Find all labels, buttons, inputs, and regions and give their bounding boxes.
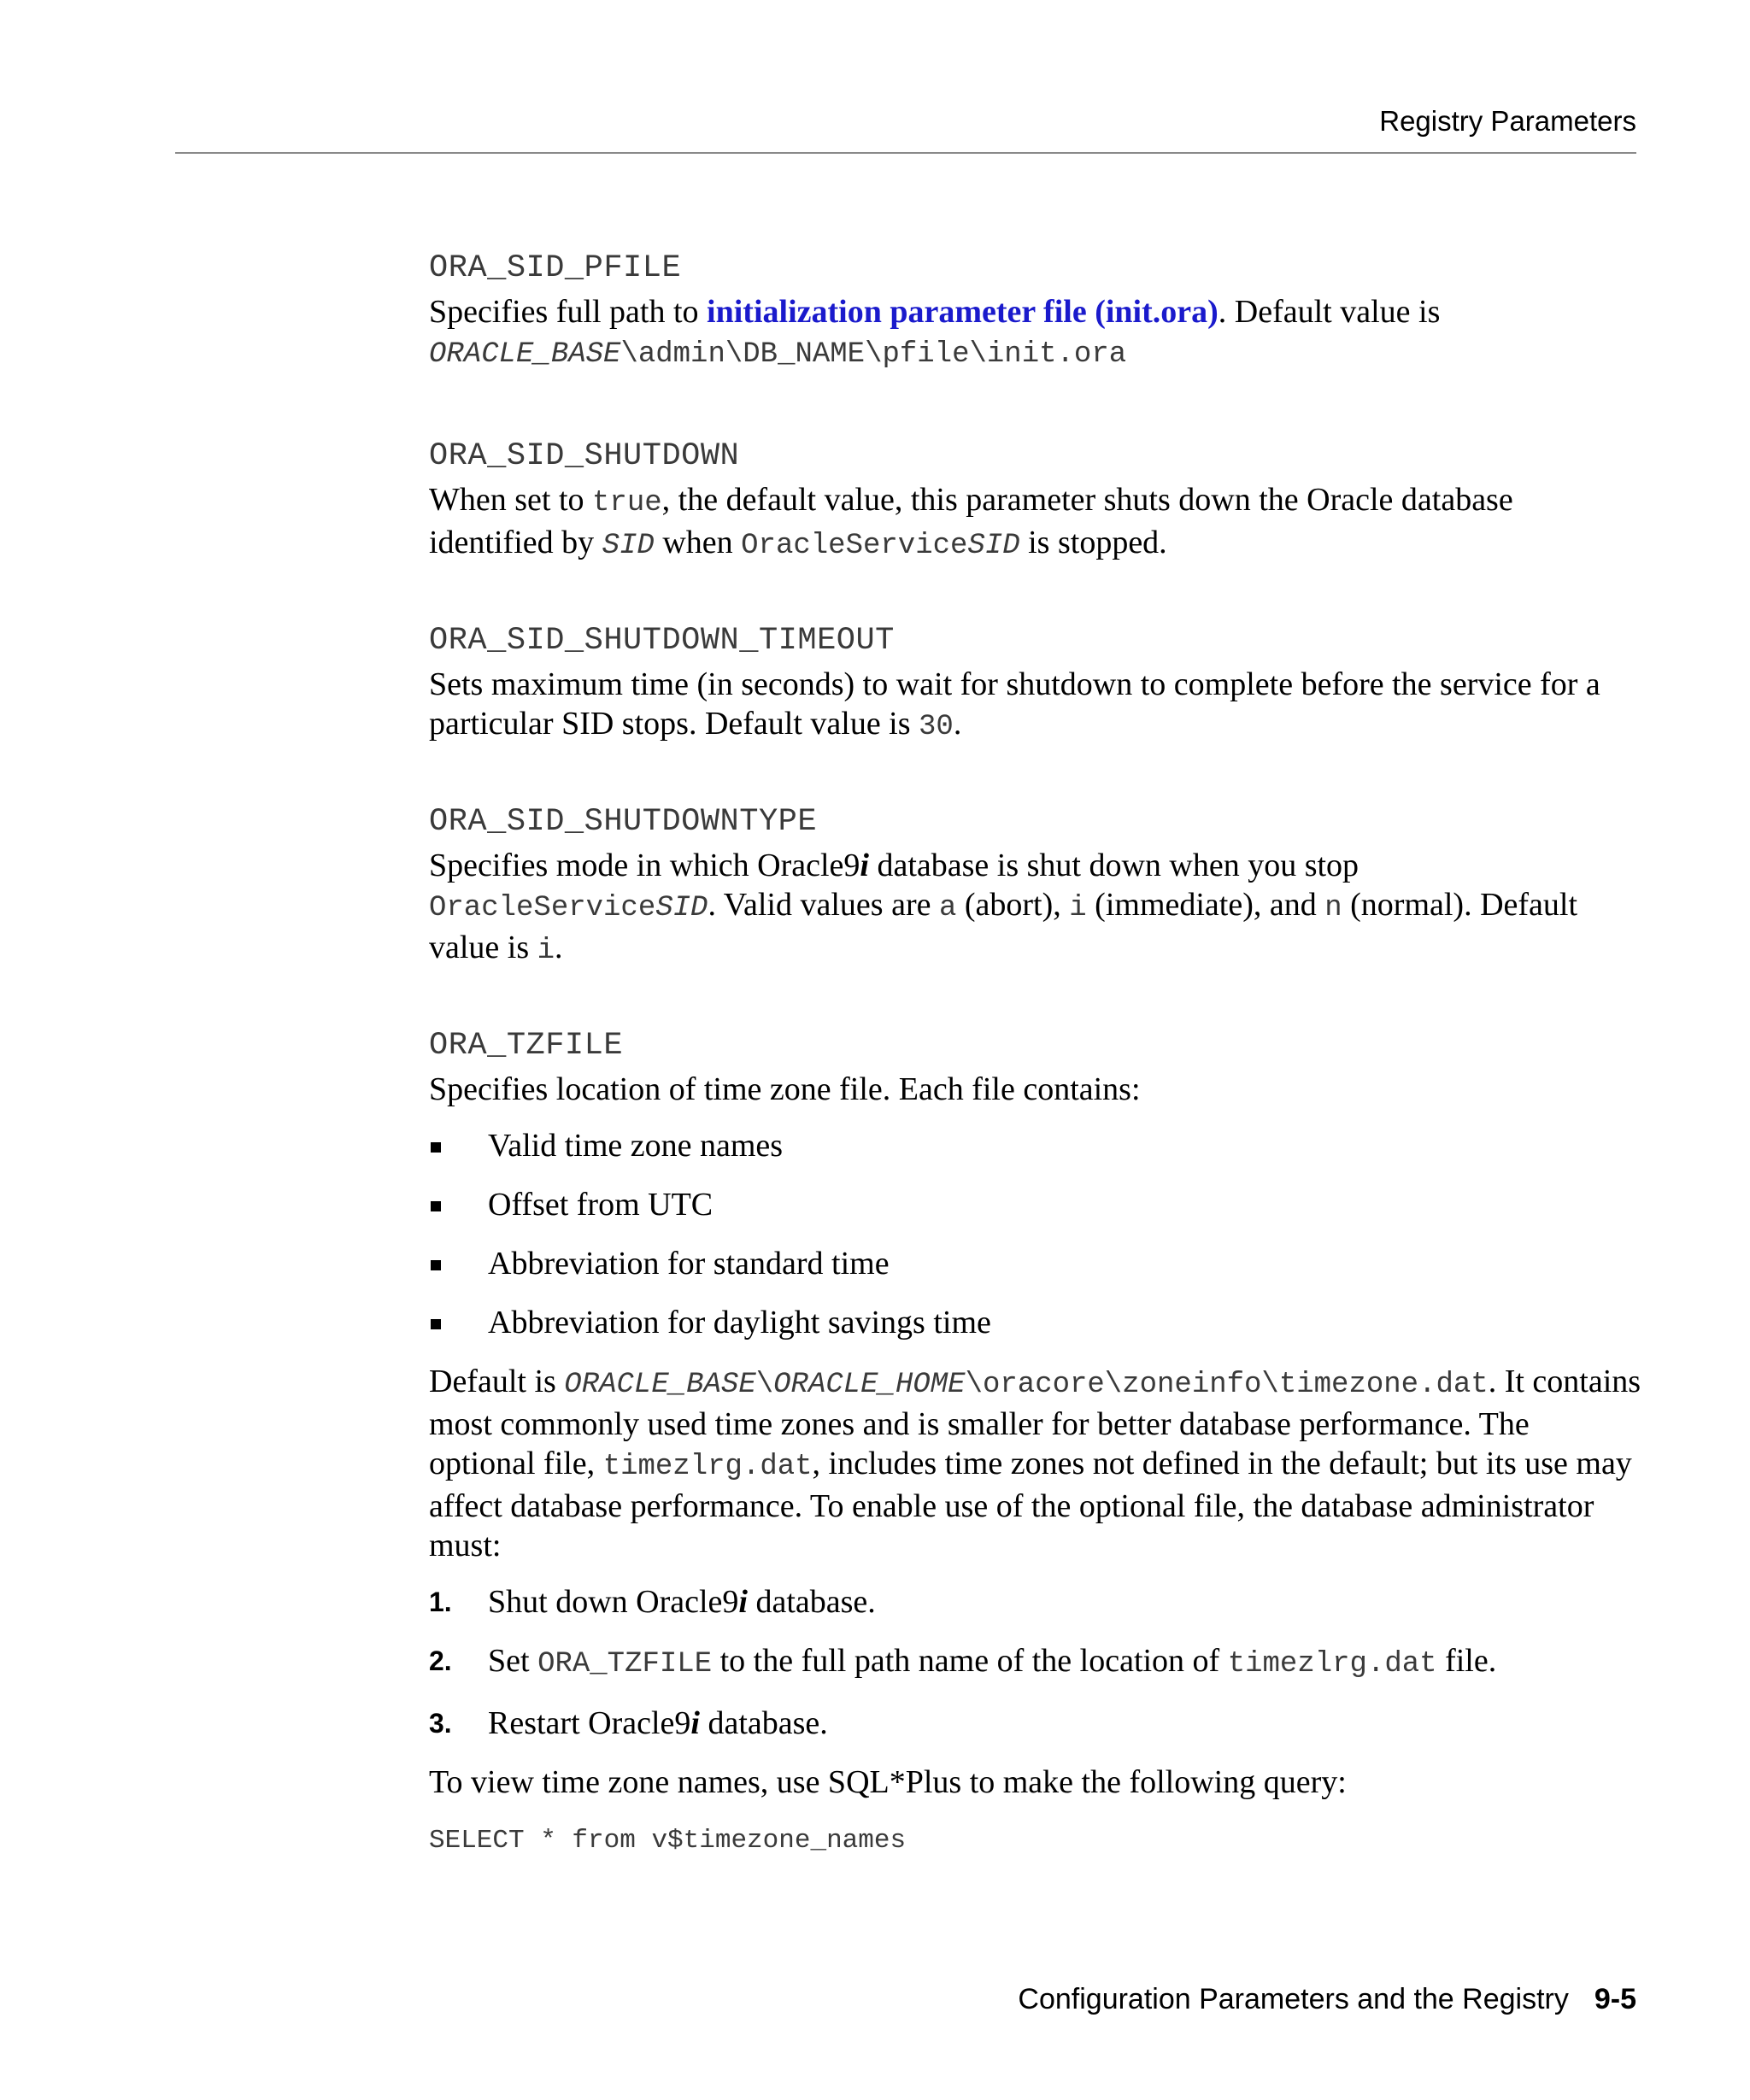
running-header: Registry Parameters (1379, 105, 1636, 137)
section-ora-sid-shutdown-timeout (429, 620, 1642, 747)
page-footer (1018, 1982, 1636, 2016)
section-ora-sid-shutdown (429, 436, 1642, 566)
list-item: Valid time zone names (429, 1126, 1642, 1165)
step-number: 3. (429, 1708, 452, 1739)
parameter-description: Specifies full path to initialization parameter file (init.ora). Default value is ORACLE_BASE\admin\DB_NAME\pfile\init.ora (429, 294, 1441, 371)
parameter-description: Sets maximum time (in seconds) to wait for shutdown to complete before the service for a particular SID stops. Default value is 30. (429, 666, 1600, 743)
list-item: 3. Restart Oracle9i database. (429, 1705, 828, 1741)
parameter-description: Specifies mode in which Oracle9i database is shut down when you stop OracleServiceSID. Valid values are a (abort), i (immediate), and n (normal). Default value is i. (429, 848, 1578, 967)
square-bullet-icon (431, 1142, 441, 1153)
step-number: 1. (429, 1587, 452, 1617)
header-rule (175, 152, 1636, 154)
footer-chapter-title: Configuration Parameters and the Registry (1018, 1983, 1569, 2015)
sql-query-example: SELECT * from v$timezone_names (429, 1826, 907, 1856)
list-item: Abbreviation for standard time (429, 1244, 1642, 1283)
parameter-name: ORA_SID_SHUTDOWNTYPE (429, 804, 818, 840)
section-ora-sid-pfile (429, 248, 1642, 374)
parameter-description: Specifies location of time zone file. Each file contains: (429, 1071, 1141, 1107)
parameter-name: ORA_SID_PFILE (429, 250, 682, 286)
square-bullet-icon (431, 1260, 441, 1270)
parameter-name: ORA_TZFILE (429, 1028, 624, 1064)
square-bullet-icon (431, 1319, 441, 1329)
parameter-name: ORA_SID_SHUTDOWN_TIMEOUT (429, 623, 895, 659)
query-intro: To view time zone names, use SQL*Plus to make the following query: (429, 1764, 1347, 1800)
square-bullet-icon (431, 1201, 441, 1211)
step-number: 2. (429, 1645, 452, 1676)
parameter-description: When set to true, the default value, this parameter shuts down the Oracle database identified by SID when OracleServiceSID is stopped. (429, 482, 1513, 562)
parameter-name: ORA_SID_SHUTDOWN (429, 438, 740, 474)
list-item: Offset from UTC (429, 1185, 1642, 1224)
page-number: 9-5 (1594, 1983, 1636, 2015)
tzfile-contents-list (429, 1126, 1642, 1342)
list-item: 2. Set ORA_TZFILE to the full path name of the location of timezlrg.dat file. (429, 1643, 1497, 1681)
tzfile-default-description: Default is ORACLE_BASE\ORACLE_HOME\oracore\zoneinfo\timezone.dat. It contains most commonly used time zones and is smaller for better database performance. The optional file, timezlrg.dat, includes time zones not defined in the default; but its use may affect database performance. To enable use of the optional file, the database administrator must: (429, 1364, 1641, 1563)
main-content (429, 248, 1642, 1913)
init-ora-link[interactable]: initialization parameter file (init.ora) (707, 294, 1219, 330)
section-ora-tzfile (429, 1025, 1642, 1858)
list-item: 1. Shut down Oracle9i database. (429, 1584, 876, 1620)
list-item: Abbreviation for daylight savings time (429, 1303, 1642, 1342)
section-ora-sid-shutdowntype (429, 801, 1642, 971)
enable-steps-list (429, 1582, 1642, 1743)
